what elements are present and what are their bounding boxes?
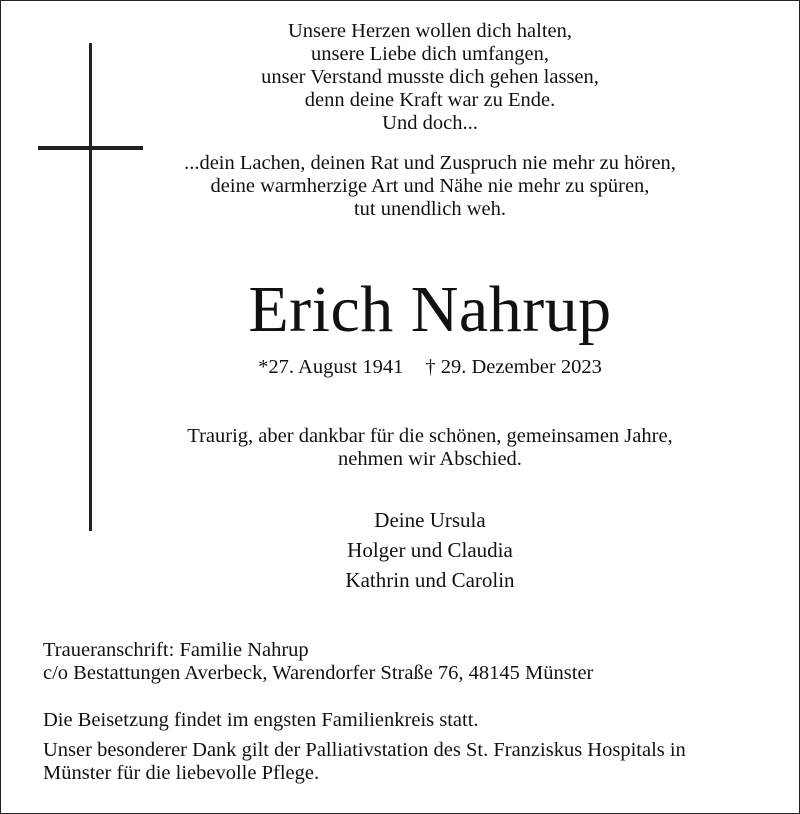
mourner: Kathrin und Carolin [345,568,515,592]
poem-line: unsere Liebe dich umfangen, [311,43,549,65]
mourning-address [43,639,593,685]
thanks-line: Unser besonderer Dank gilt der Palliativstation des St. Franziskus Hospitals in [43,739,686,761]
address-line: c/o Bestattungen Averbeck, Warendorfer Straße 76, 48145 Münster [43,662,594,684]
death-date: † 29. Dezember 2023 [425,356,602,378]
cross-vertical-bar [89,43,92,531]
poem-line: Unsere Herzen wollen dich halten, [287,20,573,42]
cross-horizontal-bar [38,146,143,150]
poem-line: unser Verstand musste dich gehen lassen, [261,66,599,88]
poem-line: denn deine Kraft war zu Ende. [304,89,556,111]
burial-note: Die Beisetzung findet im engsten Familienkreis statt. [43,709,479,731]
thanks-line: Münster für die liebevolle Pflege. [43,762,320,784]
mourners-list [130,505,730,595]
poem-line: ...dein Lachen, deinen Rat und Zuspruch nie mehr zu hören, [184,152,676,174]
poem-line: deine warmherzige Art und Nähe nie mehr zu spüren, [210,175,650,197]
mourner: Deine Ursula [374,508,486,532]
address-line: Traueranschrift: Familie Nahrup [43,639,309,661]
poem-stanza-2 [130,152,730,221]
mourner: Holger und Claudia [347,538,513,562]
farewell-text [130,425,730,471]
poem-line: Und doch... [382,112,478,134]
birth-date: *27. August 1941 [258,356,404,378]
life-dates [130,355,730,379]
deceased-name: Erich Nahrup [248,273,612,346]
poem-line: tut unendlich weh. [353,198,506,220]
poem-stanza-1 [130,20,730,135]
farewell-line: nehmen wir Abschied. [338,448,522,470]
thanks-note [43,739,686,785]
farewell-line: Traurig, aber dankbar für die schönen, gemeinsamen Jahre, [187,425,673,447]
